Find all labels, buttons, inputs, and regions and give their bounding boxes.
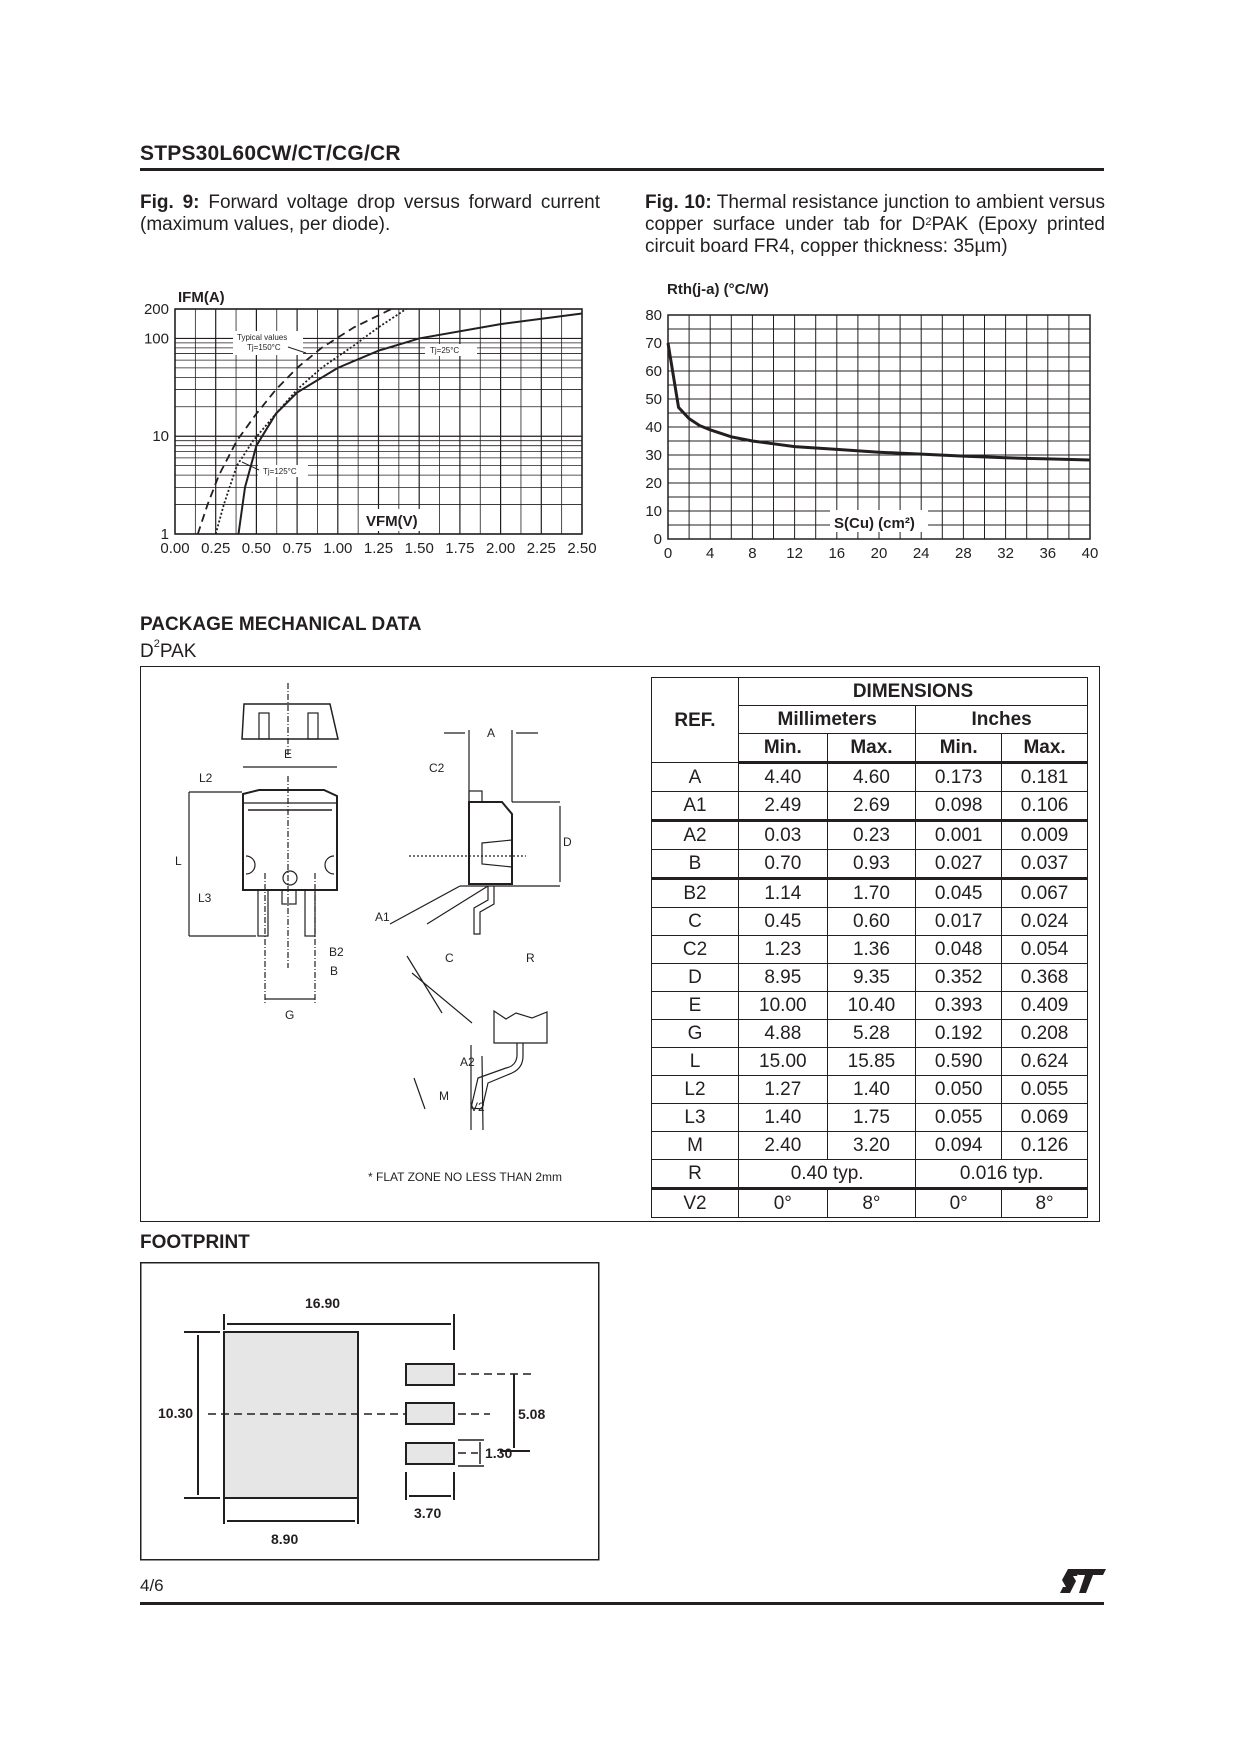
svg-text:20: 20	[645, 475, 662, 492]
fig9-caption-text: Forward voltage drop versus forward current (maximum values, per diode).	[140, 192, 600, 235]
cell-in-max: 0.368	[1002, 964, 1088, 992]
cell-mm-max: 3.20	[827, 1132, 916, 1160]
cell-in-min: 0.001	[916, 821, 1002, 850]
table-row	[652, 1189, 1088, 1218]
table-row	[652, 1104, 1088, 1132]
table-row	[652, 964, 1088, 992]
cell-ref: B2	[652, 879, 739, 908]
cell-mm-max: 0.93	[827, 850, 916, 879]
cell-mm-max: 2.69	[827, 792, 916, 821]
svg-text:8: 8	[748, 545, 757, 562]
cell-in-max: 0.069	[1002, 1104, 1088, 1132]
svg-text:200: 200	[143, 301, 169, 318]
svg-text:40: 40	[1081, 545, 1099, 562]
table-row	[652, 821, 1088, 850]
dim-overall-width: 16.90	[305, 1295, 341, 1311]
fig9-label: Fig. 9:	[140, 192, 200, 213]
cell-mm-max: 9.35	[827, 964, 916, 992]
cell-mm-max: 0.23	[827, 821, 916, 850]
cell-in-min: 0.027	[916, 850, 1002, 879]
cell-ref: A2	[652, 821, 739, 850]
cell-ref: G	[652, 1020, 739, 1048]
table-row	[652, 879, 1088, 908]
cell-in-max: 0.624	[1002, 1048, 1088, 1076]
fig10-caption-text: Thermal resistance junction to ambient versus copper surface under tab for D	[645, 192, 1105, 235]
fig10-chart	[630, 270, 1120, 570]
cell-in-min: 0.098	[916, 792, 1002, 821]
svg-text:0.50: 0.50	[241, 540, 272, 557]
fig9-caption	[140, 192, 600, 236]
cell-in-max: 0.054	[1002, 936, 1088, 964]
footprint-drawing	[140, 1262, 600, 1562]
svg-text:1.00: 1.00	[323, 540, 353, 557]
svg-text:70: 70	[645, 335, 662, 352]
svg-text:1.25: 1.25	[363, 540, 394, 557]
table-row	[652, 792, 1088, 821]
dimensions-header: DIMENSIONS	[739, 678, 1088, 706]
cell-in-min: 0.017	[916, 908, 1002, 936]
st-logo-icon	[1060, 1567, 1108, 1595]
table-row	[652, 1020, 1088, 1048]
inch-header: Inches	[916, 706, 1088, 734]
cell-ref: V2	[652, 1189, 739, 1218]
cell-ref: C2	[652, 936, 739, 964]
svg-text:36: 36	[1039, 545, 1057, 562]
table-row	[652, 936, 1088, 964]
cell-mm-min: 1.14	[739, 879, 828, 908]
fig9-annotation-150b: Tj=150°C	[247, 343, 281, 352]
document-title: STPS30L60CW/CT/CG/CR	[140, 142, 401, 165]
cell-ref: C	[652, 908, 739, 936]
table-row	[652, 1048, 1088, 1076]
svg-text:16: 16	[828, 545, 846, 562]
svg-text:1: 1	[160, 526, 169, 543]
fig10-ylabel: Rth(j-a) (°C/W)	[667, 281, 769, 298]
cell-in-min: 0.192	[916, 1020, 1002, 1048]
svg-text:12: 12	[786, 545, 803, 562]
cell-in-min: 0.590	[916, 1048, 1002, 1076]
table-row	[652, 763, 1088, 792]
cell-mm-max: 1.40	[827, 1076, 916, 1104]
svg-text:50: 50	[645, 391, 662, 408]
fig10-grid	[668, 315, 1090, 539]
dim-pad-height: 10.30	[158, 1405, 194, 1421]
cell-mm-min: 4.88	[739, 1020, 828, 1048]
svg-text:10: 10	[645, 503, 662, 520]
label-M: M	[439, 1089, 449, 1103]
svg-text:28: 28	[955, 545, 972, 562]
cell-mm-min: 0.45	[739, 908, 828, 936]
dimensions-table	[651, 677, 1088, 1218]
table-row	[652, 1160, 1088, 1189]
cell-in-min: 0.173	[916, 763, 1002, 792]
svg-text:1.50: 1.50	[404, 540, 434, 557]
label-G: G	[285, 1008, 295, 1022]
fig10-label: Fig. 10:	[645, 192, 712, 213]
fig9-annotation-150: Typical values	[237, 333, 288, 342]
cell-mm-max: 5.28	[827, 1020, 916, 1048]
label-A1: A1	[375, 910, 390, 924]
label-A: A	[487, 726, 496, 740]
label-R: R	[526, 951, 535, 965]
cell-in-max: 0.409	[1002, 992, 1088, 1020]
cell-mm-max: 1.75	[827, 1104, 916, 1132]
cell-in-max: 0.126	[1002, 1132, 1088, 1160]
svg-text:1.75: 1.75	[445, 540, 475, 557]
cell-mm-max: 10.40	[827, 992, 916, 1020]
fig9-ylabel: IFM(A)	[178, 289, 225, 306]
svg-text:100: 100	[143, 330, 169, 348]
cell-in-typ: 0.016 typ.	[916, 1160, 1088, 1189]
table-row	[652, 908, 1088, 936]
cell-mm-max: 0.60	[827, 908, 916, 936]
cell-in-max: 0.037	[1002, 850, 1088, 879]
svg-text:32: 32	[997, 545, 1014, 562]
svg-text:20: 20	[870, 545, 888, 562]
svg-text:0.00: 0.00	[160, 540, 190, 557]
cell-in-max: 0.055	[1002, 1076, 1088, 1104]
label-A2: A2	[460, 1055, 475, 1069]
dim-pad-width: 8.90	[271, 1531, 299, 1547]
cell-in-max: 0.181	[1002, 763, 1088, 792]
mm-header: Millimeters	[739, 706, 916, 734]
cell-in-min: 0.055	[916, 1104, 1002, 1132]
svg-text:0.75: 0.75	[282, 540, 312, 557]
cell-mm-min: 8.95	[739, 964, 828, 992]
cell-in-min: 0.048	[916, 936, 1002, 964]
cell-mm-max: 15.85	[827, 1048, 916, 1076]
cell-mm-max: 1.36	[827, 936, 916, 964]
cell-ref: L3	[652, 1104, 739, 1132]
svg-text:30: 30	[645, 447, 662, 464]
cell-in-max: 0.009	[1002, 821, 1088, 850]
label-B: B	[330, 964, 339, 978]
label-L: L	[175, 854, 182, 868]
dim-pitch: 5.08	[518, 1406, 546, 1422]
cell-mm-min: 15.00	[739, 1048, 828, 1076]
cell-ref: R	[652, 1160, 739, 1189]
svg-text:2.25: 2.25	[526, 540, 556, 557]
cell-ref: A	[652, 763, 739, 792]
fig9-annotation-125: Tj=125°C	[263, 467, 297, 476]
svg-text:2.00: 2.00	[485, 540, 516, 557]
fig10-caption-sup: 2	[925, 216, 932, 228]
mm-max-header: Max.	[827, 734, 916, 763]
in-max-header: Max.	[1002, 734, 1088, 763]
cell-in-max: 0.024	[1002, 908, 1088, 936]
cell-mm-min: 2.40	[739, 1132, 828, 1160]
cell-mm-typ: 0.40 typ.	[739, 1160, 916, 1189]
fig9-chart	[130, 280, 620, 570]
cell-in-min: 0°	[916, 1189, 1002, 1218]
label-V2: V2	[470, 1100, 485, 1114]
cell-in-min: 0.050	[916, 1076, 1002, 1104]
cell-in-min: 0.393	[916, 992, 1002, 1020]
cell-in-max: 8°	[1002, 1189, 1088, 1218]
page-number: 4/6	[140, 1576, 164, 1595]
cell-ref: L	[652, 1048, 739, 1076]
table-row	[652, 1076, 1088, 1104]
svg-text:0.25: 0.25	[201, 540, 231, 557]
cell-ref: D	[652, 964, 739, 992]
svg-text:40: 40	[645, 419, 662, 436]
cell-in-min: 0.352	[916, 964, 1002, 992]
cell-ref: B	[652, 850, 739, 879]
svg-text:4: 4	[706, 545, 715, 562]
fig9-annotation-25: Tj=25°C	[430, 346, 460, 355]
footprint-title: FOOTPRINT	[140, 1232, 250, 1253]
label-E: E	[284, 747, 293, 761]
label-L3: L3	[198, 891, 212, 905]
dim-lead-height: 1.30	[485, 1445, 513, 1461]
cell-in-max: 0.208	[1002, 1020, 1088, 1048]
package-section-title: PACKAGE MECHANICAL DATA	[140, 614, 422, 635]
cell-ref: E	[652, 992, 739, 1020]
svg-text:2.50: 2.50	[567, 540, 597, 557]
col-ref-header: REF.	[652, 678, 739, 763]
package-subtitle: $D^2PAK$	[140, 638, 197, 662]
label-C: C	[445, 951, 454, 965]
cell-mm-min: 1.23	[739, 936, 828, 964]
fig10-xlabel: S(Cu) (cm²)	[834, 515, 915, 532]
cell-mm-max: 8°	[827, 1189, 916, 1218]
cell-mm-min: 4.40	[739, 763, 828, 792]
mm-min-header: Min.	[739, 734, 828, 763]
cell-mm-min: 1.27	[739, 1076, 828, 1104]
cell-mm-min: 2.49	[739, 792, 828, 821]
cell-mm-min: 0.03	[739, 821, 828, 850]
package-drawing	[142, 668, 642, 1218]
label-B2: B2	[329, 945, 344, 959]
svg-text:10: 10	[152, 428, 169, 446]
table-row	[652, 850, 1088, 879]
cell-mm-max: 1.70	[827, 879, 916, 908]
cell-in-max: 0.106	[1002, 792, 1088, 821]
fig10-caption-text-end: PAK (Epoxy printed circuit board FR4, copper thickness: 35µm)	[645, 214, 1105, 257]
cell-in-min: 0.094	[916, 1132, 1002, 1160]
cell-ref: A1	[652, 792, 739, 821]
svg-text:0: 0	[663, 545, 673, 562]
cell-mm-min: 10.00	[739, 992, 828, 1020]
fig9-xlabel: VFM(V)	[366, 513, 418, 530]
cell-mm-max: 4.60	[827, 763, 916, 792]
flat-zone-note: * FLAT ZONE NO LESS THAN 2mm	[368, 1170, 563, 1184]
cell-ref: M	[652, 1132, 739, 1160]
cell-in-max: 0.067	[1002, 879, 1088, 908]
in-min-header: Min.	[916, 734, 1002, 763]
fig10-caption	[645, 192, 1105, 258]
table-row	[652, 1132, 1088, 1160]
header-rule	[140, 168, 1104, 171]
svg-text:24: 24	[912, 545, 930, 562]
label-C2: C2	[429, 761, 445, 775]
cell-mm-min: 0°	[739, 1189, 828, 1218]
cell-ref: L2	[652, 1076, 739, 1104]
label-D: D	[563, 835, 572, 849]
cell-in-min: 0.045	[916, 879, 1002, 908]
svg-text:80: 80	[645, 307, 662, 324]
table-row	[652, 992, 1088, 1020]
label-L2: L2	[199, 771, 213, 785]
cell-mm-min: 1.40	[739, 1104, 828, 1132]
dim-lead-width: 3.70	[414, 1505, 442, 1521]
footer-rule	[140, 1602, 1104, 1605]
svg-text:0: 0	[653, 531, 662, 548]
svg-text:60: 60	[645, 363, 662, 380]
cell-mm-min: 0.70	[739, 850, 828, 879]
